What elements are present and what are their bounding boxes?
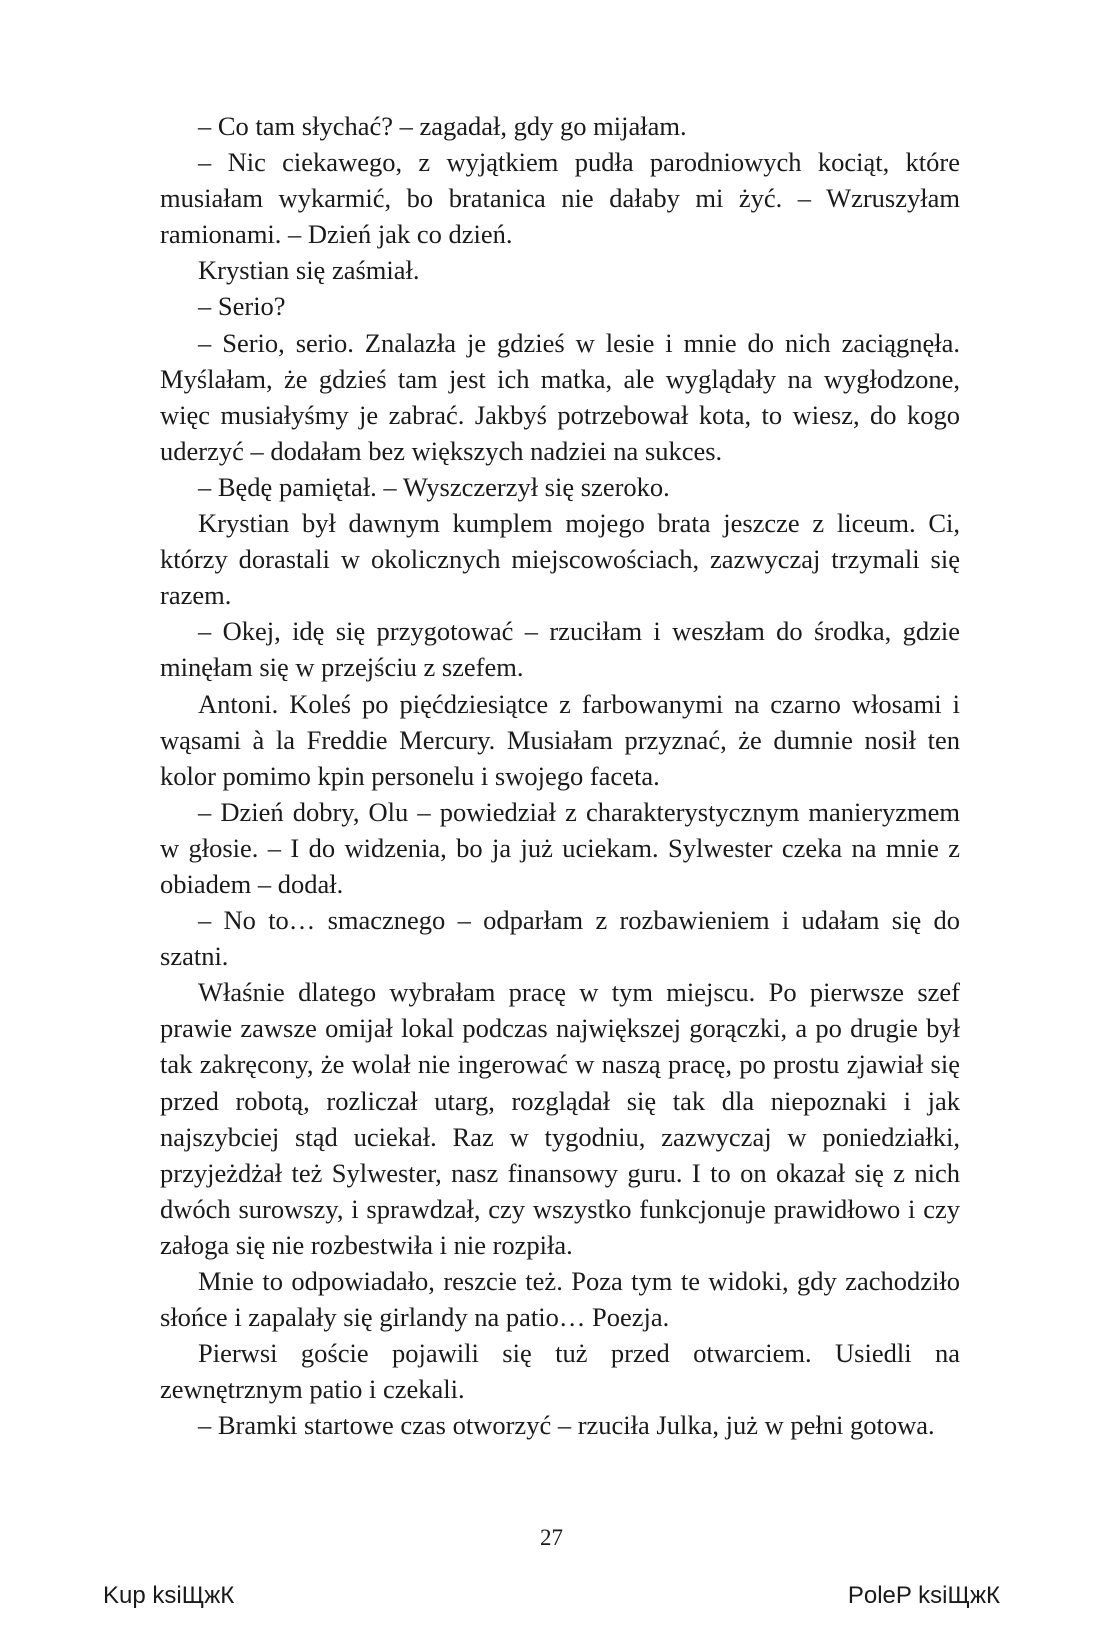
page-number: 27 xyxy=(540,1525,563,1550)
footer-recommend-link[interactable]: PoleP ksiЩжК xyxy=(847,1582,1000,1609)
paragraph: – Serio, serio. Znalazła je gdzieś w lesie i mnie do nich zaciągnęła. Myślałam, że gdzieś tam jest ich matka, ale wyglądały na wygłodzone, więc musiałyśmy je zabrać. Jakbyś potrzebował kota, to wiesz, do kogo uderzyć – dodałam bez większych nadziei na sukces. xyxy=(160,327,960,466)
paragraph: – Będę pamiętał. – Wyszczerzył się szeroko. xyxy=(198,471,670,502)
paragraph: Krystian się zaśmiał. xyxy=(198,255,420,286)
paragraph: – Co tam słychać? – zagadał, gdy go mijałam. xyxy=(198,111,687,141)
paragraph: Krystian był dawnym kumplem mojego brata jeszcze z liceum. Ci, którzy dorastali w okolicznych miejscowościach, zazwyczaj trzymali się razem. xyxy=(160,508,960,611)
paragraph: – Dzień dobry, Olu – powiedział z charakterystycznym manieryzmem w głosie. – I do widzenia, bo ja już uciekam. Sylwester czeka na mnie z obiadem – dodał. xyxy=(160,796,960,899)
paragraph: – Okej, idę się przygotować – rzuciłam i weszłam do środka, gdzie minęłam się w przejściu z szefem. xyxy=(160,616,960,683)
paragraph: Pierwsi goście pojawili się tuż przed otwarciem. Usiedli na zewnętrznym patio i czekali. xyxy=(160,1338,960,1405)
paragraph: Antoni. Koleś po pięćdziesiątce z farbowanymi na czarno włosami i wąsami à la Freddie Mercury. Musiałam przyznać, że dumnie nosił ten kolor pomimo kpin personelu i swojego faceta. xyxy=(160,688,960,791)
body-text xyxy=(160,108,960,1443)
paragraph: – Serio? xyxy=(198,291,286,322)
paragraph: – No to… smacznego – odparłam z rozbawieniem i udałam się do szatni. xyxy=(160,905,960,972)
paragraph: Właśnie dlatego wybrałam pracę w tym miejscu. Po pierwsze szef prawie zawsze omijał lokal podczas największej gorączki, a po drugie był tak zakręcony, że wolał nie ingerować w naszą pracę, po prostu zjawiał się przed robotą, rozliczał utarg, rozglądał się tak dla niepoznaki i jak najszybciej stąd uciekał. Raz w tygodniu, zazwyczaj w poniedziałki, przyjeżdżał też Sylwester, nasz finansowy guru. I to on okazał się z nich dwóch surowszy, i sprawdzał, czy wszystko funkcjonuje prawidłowo i czy załoga się nie rozbestwiła i nie rozpiła. xyxy=(160,977,960,1260)
paragraph: – Nic ciekawego, z wyjątkiem pudła parodniowych kociąt, które musiałam wykarmić, bo bratanica nie dałaby mi żyć. – Wzruszyłam ramionami. – Dzień jak co dzień. xyxy=(160,147,960,250)
paragraph: Mnie to odpowiadało, reszcie też. Poza tym te widoki, gdy zachodziło słońce i zapalały się girlandy na patio… Poezja. xyxy=(160,1266,960,1333)
footer-buy-link[interactable]: Kup ksiЩжК xyxy=(103,1582,235,1609)
paragraph: – Bramki startowe czas otworzyć – rzuciła Julka, już w pełni gotowa. xyxy=(198,1410,935,1441)
